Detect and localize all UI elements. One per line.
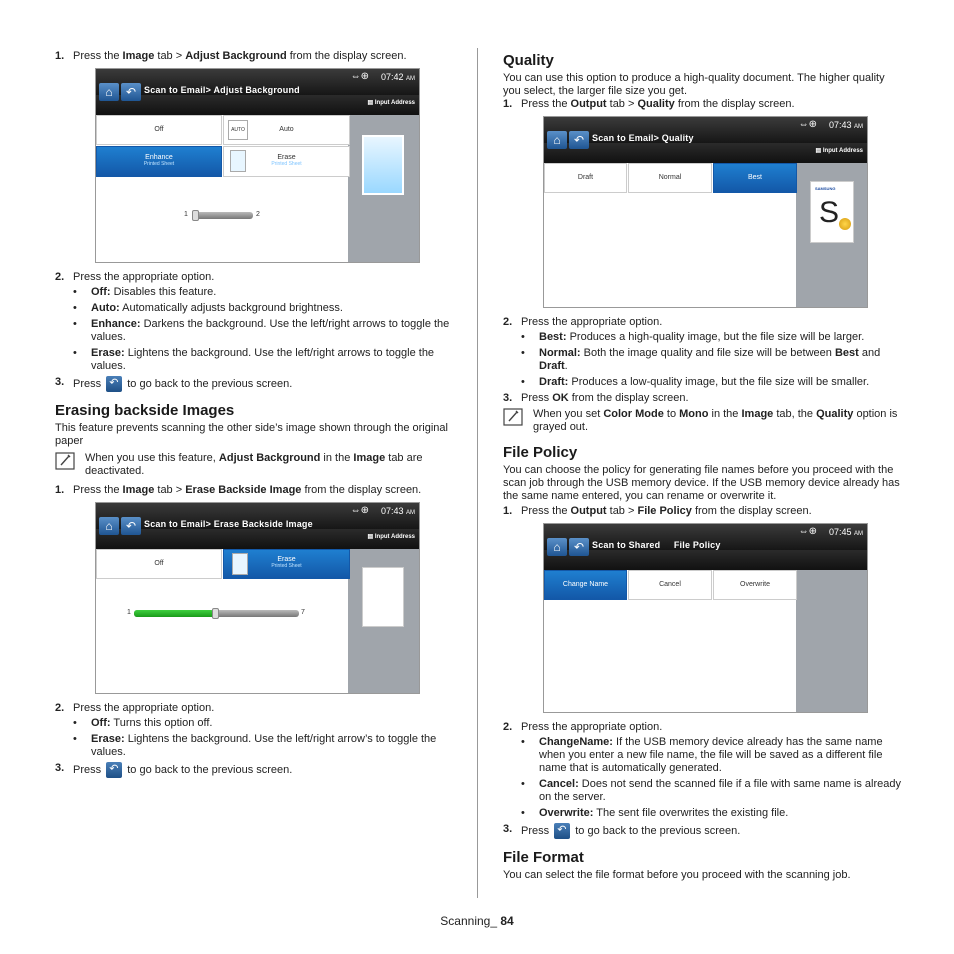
section-heading-file-policy: File Policy — [503, 444, 578, 461]
list-item: • Auto: Automatically adjusts background brightness. — [73, 302, 343, 314]
clock: 07:42 AM — [380, 72, 415, 82]
preview-pane — [348, 549, 419, 694]
list-item: • Erase: Lightens the background. Use the left/right arrows to toggle the values. — [73, 347, 435, 372]
step-3 — [55, 376, 455, 392]
step-text: Press the Image tab > Erase Backside Image from the display screen. — [73, 484, 422, 496]
preview-pane — [796, 163, 867, 308]
list-item: • Off: Disables this feature. — [73, 286, 217, 298]
off-option[interactable]: Off — [96, 549, 222, 579]
preview-page — [362, 135, 404, 195]
back-icon — [106, 762, 122, 778]
step-number: 3. — [503, 823, 513, 835]
input-address-link[interactable]: ▤ Input Address — [367, 100, 415, 106]
seal-icon — [839, 218, 851, 230]
network-icon: ⇔⊕ — [798, 119, 817, 130]
slider-fill — [134, 610, 214, 617]
overwrite-option[interactable]: Overwrite — [713, 570, 797, 600]
step-text: Press ↶ to go back to the previous screen. — [73, 762, 455, 778]
step-1b — [55, 484, 455, 496]
step-number: 2. — [503, 721, 513, 733]
page-footer — [0, 914, 954, 928]
step-3b — [503, 823, 903, 839]
screen-body — [96, 115, 419, 263]
status-bar — [96, 503, 419, 529]
footer-section: Scanning_ — [440, 914, 501, 928]
auto-icon: AUTO — [228, 120, 248, 140]
step-2 — [503, 316, 903, 328]
off-option[interactable]: Off — [96, 115, 222, 145]
home-icon[interactable]: ⌂ — [547, 131, 567, 149]
back-icon — [106, 376, 122, 392]
step-2b — [55, 702, 455, 714]
step-2 — [55, 271, 455, 283]
step-text: Press the appropriate option. — [73, 702, 215, 714]
section-heading-file-format: File Format — [503, 849, 584, 866]
step-1b — [503, 505, 903, 517]
screen-title: Scan to Email> Adjust Background — [144, 85, 300, 95]
list-item: • Off: Turns this option off. — [73, 717, 213, 729]
back-icon[interactable]: ↶ — [569, 538, 589, 556]
clock: 07:43 AM — [828, 120, 863, 130]
screen-body — [96, 549, 419, 694]
auto-option[interactable]: AUTO Auto — [223, 115, 350, 145]
step-text: Press ↶ to go back to the previous screen. — [521, 823, 903, 839]
list-item: • Enhance: Darkens the background. Use the left/right arrows to toggle the values. — [73, 318, 450, 343]
network-icon: ⇔⊕ — [350, 71, 369, 82]
erase-icon — [232, 553, 248, 575]
step-number: 1. — [55, 50, 65, 62]
home-icon[interactable]: ⌂ — [99, 83, 119, 101]
step-number: 3. — [55, 376, 65, 388]
step-number: 1. — [503, 505, 513, 517]
left-column — [55, 50, 455, 781]
preview-page — [362, 567, 404, 627]
network-icon: ⇔⊕ — [350, 505, 369, 516]
section-heading-quality: Quality — [503, 52, 554, 69]
step-number: 2. — [503, 316, 513, 328]
step-2b — [503, 721, 903, 733]
cancel-option[interactable]: Cancel — [628, 570, 712, 600]
note — [55, 452, 455, 478]
erase-backside-screen — [95, 502, 420, 694]
step-text: Press the appropriate option. — [521, 316, 663, 328]
screen-title: Scan to Shared File Policy — [592, 540, 721, 550]
erase-options-list — [73, 717, 455, 759]
note-text: When you use this feature, Adjust Background in the Image tab are deactivated. — [85, 452, 423, 477]
screen-title: Scan to Email> Quality — [592, 133, 694, 143]
step-number: 1. — [55, 484, 65, 496]
back-icon[interactable]: ↶ — [121, 83, 141, 101]
preview-pane — [796, 570, 867, 713]
input-address-link[interactable]: ▤ Input Address — [367, 534, 415, 540]
slider-knob[interactable] — [212, 608, 219, 619]
list-item: • Normal: Both the image quality and file size will be between Best and Draft. — [521, 347, 881, 372]
file-format-description: You can select the file format before you proceed with the scanning job. — [503, 869, 851, 881]
change-name-option[interactable]: Change Name — [544, 570, 627, 600]
list-item: • Erase: Lightens the background. Use the left/right arrow’s to toggle the values. — [73, 733, 437, 758]
adjust-background-screen — [95, 68, 420, 263]
adjust-options-list — [73, 286, 455, 373]
input-address-link[interactable]: ▤ Input Address — [815, 148, 863, 154]
step-text: Press the Output tab > Quality from the display screen. — [521, 98, 795, 110]
back-icon — [554, 823, 570, 839]
screen-body — [544, 570, 867, 713]
back-icon[interactable]: ↶ — [569, 131, 589, 149]
slider-max-label: 7 — [301, 609, 305, 616]
step-number: 3. — [55, 762, 65, 774]
quality-screen — [543, 116, 868, 308]
erasing-description: This feature prevents scanning the other side’s image shown through the original paper — [55, 422, 448, 447]
list-item: • ChangeName: If the USB memory device already has the same name when you enter a new file name, the file will be saved as a different file name that is automatically generated. — [521, 736, 883, 774]
erase-option[interactable]: Erase Printed Sheet — [223, 549, 350, 579]
step-text: Press OK from the display screen. — [521, 392, 689, 404]
back-icon[interactable]: ↶ — [121, 517, 141, 535]
list-item: • Cancel: Does not send the scanned file if a file with same name is already on the server. — [521, 778, 901, 803]
slider-max-label: 2 — [256, 211, 260, 218]
step-3b — [55, 762, 455, 778]
step-1 — [55, 50, 455, 62]
step-text: Press ↶ to go back to the previous screen. — [73, 376, 455, 392]
file-policy-description: You can choose the policy for generating file names before you proceed with the scan job through the USB memory device. If the USB memory device already has the same name entered, you can rename or overwrite it. — [503, 464, 900, 502]
draft-option[interactable]: Draft — [544, 163, 627, 193]
background-slider[interactable] — [193, 212, 253, 219]
list-item: • Draft: Produces a low-quality image, but the file size will be smaller. — [521, 376, 870, 388]
home-icon[interactable]: ⌂ — [99, 517, 119, 535]
clock: 07:43 AM — [380, 506, 415, 516]
step-number: 2. — [55, 702, 65, 714]
clock: 07:45 AM — [828, 527, 863, 537]
list-item: • Overwrite: The sent file overwrites the existing file. — [521, 807, 789, 819]
step-number: 2. — [55, 271, 65, 283]
screen-body — [544, 163, 867, 308]
note — [503, 408, 903, 434]
right-column — [503, 50, 903, 882]
slider-min-label: 1 — [184, 211, 188, 218]
home-icon[interactable]: ⌂ — [547, 538, 567, 556]
erase-option[interactable]: Erase Printed Sheet — [223, 146, 350, 177]
page-number: 84 — [500, 914, 514, 928]
column-divider — [477, 48, 478, 898]
slider-min-label: 1 — [127, 609, 131, 616]
step-3 — [503, 392, 903, 404]
enhance-option[interactable]: Enhance Printed Sheet — [96, 146, 222, 177]
quality-description: You can use this option to produce a high-quality document. The higher quality you select, the larger file size you get. — [503, 72, 885, 97]
step-text: Press the appropriate option. — [521, 721, 663, 733]
step-text: Press the Image tab > Adjust Background from the display screen. — [73, 50, 407, 62]
quality-options-list — [521, 331, 903, 389]
step-number: 1. — [503, 98, 513, 110]
preview-pane — [348, 115, 419, 263]
preview-page — [810, 181, 854, 243]
step-text: Press the Output tab > File Policy from the display screen. — [521, 505, 812, 517]
status-bar — [96, 69, 419, 95]
list-item: • Best: Produces a high-quality image, but the file size will be larger. — [521, 331, 865, 343]
screen-title: Scan to Email> Erase Backside Image — [144, 519, 313, 529]
normal-option[interactable]: Normal — [628, 163, 712, 193]
note-icon — [55, 452, 77, 470]
brand-logo: SAMSUNG — [815, 186, 836, 191]
preview-letter: S — [819, 196, 840, 229]
note-text: When you set Color Mode to Mono in the Image tab, the Quality option is grayed out. — [533, 408, 898, 433]
slider-knob[interactable] — [192, 210, 199, 221]
step-text: Press the appropriate option. — [73, 271, 215, 283]
file-policy-screen — [543, 523, 868, 713]
step-1 — [503, 98, 903, 110]
best-option[interactable]: Best — [713, 163, 797, 193]
network-icon: ⇔⊕ — [798, 526, 817, 537]
status-bar — [544, 524, 867, 550]
step-number: 3. — [503, 392, 513, 404]
status-bar — [544, 117, 867, 143]
file-policy-options-list — [521, 736, 903, 820]
note-icon — [503, 408, 525, 426]
section-heading-erasing: Erasing backside Images — [55, 402, 235, 419]
erase-icon — [230, 150, 246, 172]
